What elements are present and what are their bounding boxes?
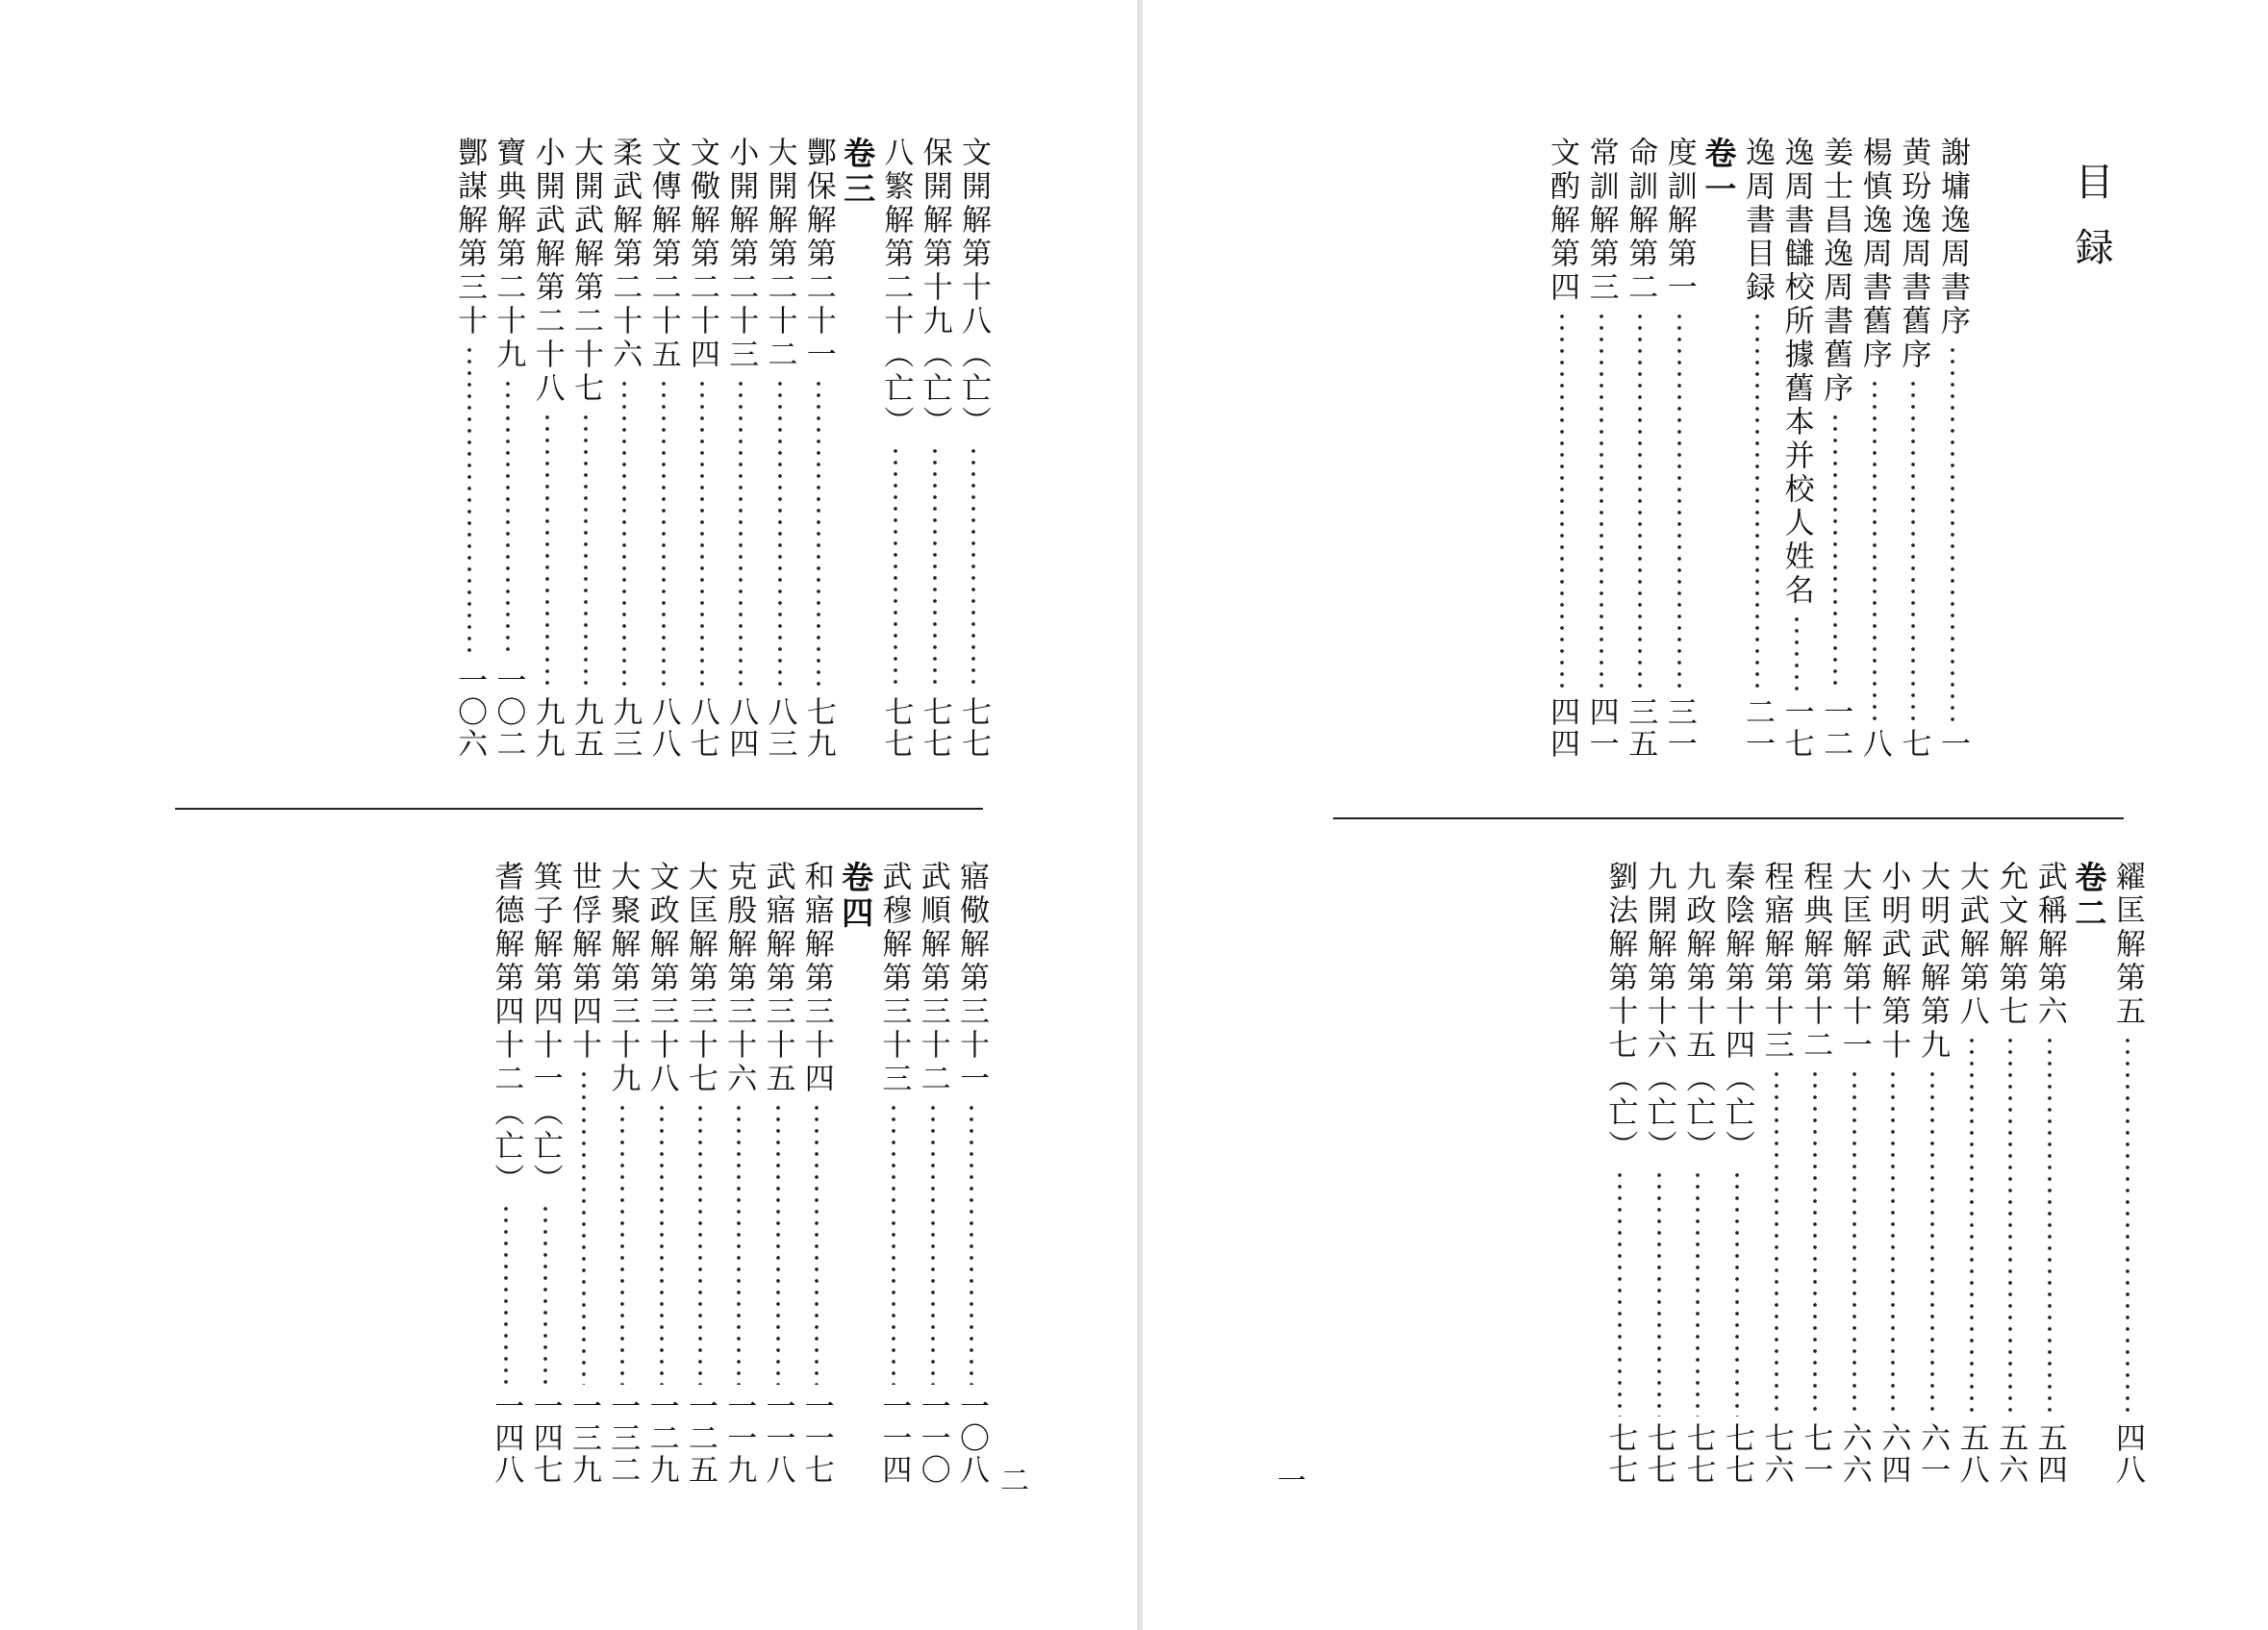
toc-entry	[643, 137, 685, 760]
toc-entry	[565, 137, 607, 760]
section-divider	[1333, 817, 2124, 819]
entry-page-number: 七	[1896, 728, 1931, 760]
entry-title: 箕子解第四十一（亡）	[527, 861, 563, 1197]
entry-title: 八繁解第二十（亡）	[878, 137, 914, 439]
entry-page-number: 七九	[800, 696, 836, 760]
toc-entry	[1638, 861, 1680, 1486]
entry-title: 世俘解第四十	[567, 861, 601, 1063]
entry-page-number: 七七	[1720, 1422, 1754, 1486]
entry-title: 逸周書目録	[1740, 137, 1775, 305]
leader-dots	[543, 1203, 547, 1385]
entry-page-number: 一七	[1778, 696, 1814, 760]
toc-entry	[914, 137, 956, 760]
entry-title: 小開武解第二十八	[529, 137, 565, 406]
leader-dots	[970, 1102, 973, 1385]
entry-title: 耆德解第四十二（亡）	[489, 861, 524, 1197]
leader-dots	[1618, 1169, 1622, 1417]
entry-title: 武稱解第六	[2031, 861, 2067, 1029]
leader-dots	[1657, 1169, 1661, 1417]
entry-page-number: 一一八	[760, 1391, 795, 1486]
entry-page-number: 八	[1856, 728, 1892, 760]
leader-dots	[1891, 1068, 1895, 1417]
entry-page-number: 一四八	[489, 1391, 524, 1486]
toc-entry	[563, 861, 605, 1486]
toc-entry	[759, 137, 801, 760]
entry-page-number: 一〇六	[452, 665, 488, 760]
entry-title: 酆謀解第三十	[452, 137, 488, 339]
entry-page-number: 七七	[956, 696, 991, 760]
toc-entry	[681, 137, 723, 760]
leader-dots	[971, 445, 975, 690]
toc-entry	[872, 861, 915, 1486]
entry-title: 命訓解第二	[1623, 137, 1658, 305]
toc-entry	[1853, 137, 1896, 760]
leader-dots	[582, 1068, 586, 1385]
entry-page-number: 九五	[568, 696, 603, 760]
toc-entry	[1892, 137, 1934, 760]
entry-page-number: 六六	[1836, 1422, 1872, 1486]
toc-entry	[603, 137, 645, 760]
entry-title: 文開解第十八（亡）	[956, 137, 991, 439]
entry-page-number: 七六	[1758, 1422, 1794, 1486]
toc-entry	[485, 861, 527, 1486]
leader-dots	[700, 378, 704, 690]
right-page	[1143, 0, 2268, 1630]
leader-dots	[2008, 1035, 2012, 1417]
entry-page-number: 七七	[1641, 1422, 1676, 1486]
toc-entry	[1619, 137, 1661, 760]
leader-dots	[620, 1102, 624, 1385]
entry-page-number: 一四七	[527, 1391, 563, 1486]
entry-page-number: 八三	[762, 696, 797, 760]
entry-title: 姜士昌逸周書舊序	[1818, 137, 1853, 406]
entry-page-number: 八四	[723, 696, 759, 760]
page-number-right: 一	[1277, 1465, 1306, 1498]
toc-entry	[448, 137, 491, 760]
entry-page-number: 五四	[2031, 1422, 2067, 1486]
entry-page-number: 七七	[878, 696, 914, 760]
toc-entry	[719, 137, 762, 760]
leader-dots	[2048, 1035, 2052, 1417]
toc-entry	[524, 861, 567, 1486]
toc-entry	[487, 137, 529, 760]
toc-title: 目録	[2069, 162, 2113, 292]
toc-entry	[1776, 137, 1818, 760]
toc-entry	[1951, 861, 1993, 1486]
entry-title: 柔武解第二十六	[607, 137, 643, 372]
entry-title: 大開解第二十二	[762, 137, 797, 372]
leader-dots	[737, 1102, 741, 1385]
leader-dots	[1735, 1169, 1739, 1417]
entry-title: 大匡解第三十七	[682, 861, 718, 1096]
toc-entry	[1931, 137, 1974, 760]
volume-heading-text: 卷三	[839, 137, 877, 208]
entry-page-number: 二一	[1740, 696, 1775, 760]
entry-title: 小開解第二十三	[723, 137, 759, 372]
leader-dots	[1795, 614, 1799, 690]
entry-title: 九政解第十五（亡）	[1680, 861, 1716, 1164]
toc-entry	[952, 137, 995, 760]
toc-entry	[679, 861, 721, 1486]
toc-entry	[1755, 861, 1798, 1486]
entry-page-number: 一一七	[798, 1391, 834, 1486]
section-divider	[175, 808, 983, 810]
leader-dots	[1873, 378, 1877, 722]
toc-entry	[1911, 861, 1953, 1486]
leader-dots	[1852, 1068, 1856, 1417]
toc-entry	[718, 861, 760, 1486]
leader-dots	[660, 1102, 664, 1385]
toc-entry	[2106, 861, 2149, 1486]
entry-page-number: 五八	[1953, 1422, 1989, 1486]
entry-page-number: 一〇二	[491, 665, 526, 760]
volume-heading-text: 卷四	[837, 861, 875, 932]
toc-entry	[1580, 137, 1623, 760]
entry-title: 大明武解第九	[1915, 861, 1950, 1063]
entry-title: 文傳解第二十五	[645, 137, 681, 372]
leader-dots	[1930, 1068, 1934, 1417]
volume-heading-text: 卷一	[1700, 137, 1738, 208]
volume-heading	[2067, 861, 2109, 976]
entry-title: 允文解第七	[1993, 861, 2029, 1029]
leader-dots	[1951, 344, 1954, 722]
toc-entry	[912, 861, 954, 1486]
entry-page-number: 一一〇	[915, 1391, 950, 1486]
entry-title: 克殷解第三十六	[721, 861, 757, 1096]
entry-page-number: 一	[1935, 728, 1970, 760]
entry-page-number: 七一	[1798, 1422, 1833, 1486]
leader-dots	[1560, 311, 1564, 690]
leader-dots	[931, 1102, 935, 1385]
entry-title: 度訓解第一	[1661, 137, 1697, 305]
entry-title: 大匡解第十一	[1836, 861, 1872, 1063]
leader-dots	[1813, 1068, 1817, 1417]
volume-heading-text: 卷二	[2070, 861, 2108, 932]
entry-page-number: 一二五	[682, 1391, 718, 1486]
leader-dots	[584, 412, 588, 690]
entry-page-number: 一〇八	[954, 1391, 989, 1486]
leader-dots	[1970, 1035, 1974, 1417]
toc-entry	[1658, 137, 1701, 760]
entry-title: 糴匡解第五	[2110, 861, 2145, 1029]
leader-dots	[776, 1102, 780, 1385]
leader-dots	[1600, 311, 1603, 690]
entry-title: 劉法解第十七（亡）	[1602, 861, 1638, 1164]
toc-entry	[1716, 861, 1758, 1486]
entry-title: 文儆解第二十四	[684, 137, 719, 372]
entry-page-number: 四四	[1545, 696, 1579, 760]
entry-page-number: 三五	[1623, 696, 1658, 760]
entry-title: 楊慎逸周書舊序	[1856, 137, 1892, 372]
entry-title: 常訓解第三	[1583, 137, 1619, 305]
entry-title: 秦陰解第十四（亡）	[1720, 861, 1754, 1164]
leader-dots	[894, 445, 897, 690]
entry-page-number: 一二九	[643, 1391, 679, 1486]
entry-page-number: 九三	[607, 696, 643, 760]
entry-title: 寶典解第二十九	[491, 137, 526, 372]
leader-dots	[1677, 311, 1681, 690]
leader-dots	[506, 378, 510, 659]
entry-page-number: 一三二	[605, 1391, 641, 1486]
entry-page-number: 六一	[1915, 1422, 1950, 1486]
entry-page-number: 四一	[1583, 696, 1619, 760]
leader-dots	[504, 1203, 508, 1385]
entry-page-number: 九九	[529, 696, 565, 760]
entry-title: 武寤解第三十五	[760, 861, 795, 1096]
leader-dots	[662, 378, 666, 690]
entry-title: 程寤解第十三	[1758, 861, 1794, 1063]
toc-entry	[1676, 861, 1719, 1486]
entry-page-number: 八七	[684, 696, 719, 760]
entry-title: 逸周書讎校所據舊本并校人姓名	[1778, 137, 1814, 608]
leader-dots	[622, 378, 626, 690]
entry-title: 大武解第八	[1953, 861, 1989, 1029]
toc-entry	[601, 861, 643, 1486]
volume-heading	[836, 137, 878, 252]
toc-entry	[2029, 861, 2071, 1486]
leader-dots	[778, 378, 782, 690]
entry-page-number: 一三九	[567, 1391, 601, 1486]
leader-dots	[467, 344, 471, 659]
entry-page-number: 三一	[1661, 696, 1697, 760]
entry-page-number: 七七	[917, 696, 952, 760]
leader-dots	[1755, 311, 1759, 690]
entry-page-number: 一二	[1818, 696, 1853, 760]
entry-title: 文酌解第四	[1545, 137, 1579, 305]
entry-title: 寤儆解第三十一	[954, 861, 989, 1096]
entry-page-number: 四八	[2110, 1422, 2145, 1486]
entry-title: 武順解第三十二	[915, 861, 950, 1096]
volume-heading	[1697, 137, 1739, 252]
leader-dots	[1775, 1068, 1778, 1417]
leader-dots	[815, 1102, 819, 1385]
entry-page-number: 一一四	[876, 1391, 912, 1486]
leader-dots	[933, 445, 937, 690]
entry-title: 小明武解第十	[1876, 861, 1911, 1063]
toc-entry	[757, 861, 799, 1486]
toc-entry	[950, 861, 993, 1486]
leader-dots	[1696, 1169, 1700, 1417]
leader-dots	[698, 1102, 702, 1385]
volume-heading	[834, 861, 876, 976]
toc-entry	[1794, 861, 1836, 1486]
leader-dots	[545, 412, 549, 690]
entry-title: 酆保解第二十一	[800, 137, 836, 372]
leader-dots	[1833, 412, 1837, 690]
toc-entry	[1833, 861, 1876, 1486]
leader-dots	[2126, 1035, 2129, 1417]
entry-page-number: 一一九	[721, 1391, 757, 1486]
leader-dots	[1911, 378, 1915, 722]
entry-title: 黄玢逸周書舊序	[1896, 137, 1931, 372]
entry-title: 保開解第十九（亡）	[917, 137, 952, 439]
leader-dots	[892, 1102, 895, 1385]
entry-title: 程典解第十二	[1798, 861, 1833, 1063]
toc-entry	[1736, 137, 1778, 760]
entry-page-number: 六四	[1876, 1422, 1911, 1486]
toc-entry	[1541, 137, 1583, 760]
entry-title: 文政解第三十八	[643, 861, 679, 1096]
entry-page-number: 八八	[645, 696, 681, 760]
toc-entry	[874, 137, 917, 760]
entry-page-number: 七七	[1680, 1422, 1716, 1486]
toc-entry	[526, 137, 568, 760]
entry-title: 謝墉逸周書序	[1935, 137, 1970, 339]
entry-title: 大聚解第三十九	[605, 861, 641, 1096]
toc-entry	[1989, 861, 2031, 1486]
entry-page-number: 七七	[1602, 1422, 1638, 1486]
toc-entry	[795, 861, 838, 1486]
page-number-left: 二	[1000, 1465, 1029, 1498]
entry-page-number: 五六	[1993, 1422, 2029, 1486]
toc-entry	[1872, 861, 1914, 1486]
entry-title: 武穆解第三十三	[876, 861, 912, 1096]
leader-dots	[817, 378, 820, 690]
toc-entry	[641, 861, 683, 1486]
entry-title: 和寤解第三十四	[798, 861, 834, 1096]
leader-dots	[1638, 311, 1642, 690]
entry-title: 九開解第十六（亡）	[1641, 861, 1676, 1164]
toc-entry	[797, 137, 840, 760]
entry-title: 大開武解第二十七	[568, 137, 603, 406]
toc-entry	[1599, 861, 1641, 1486]
toc-entry	[1814, 137, 1856, 760]
leader-dots	[739, 378, 743, 690]
